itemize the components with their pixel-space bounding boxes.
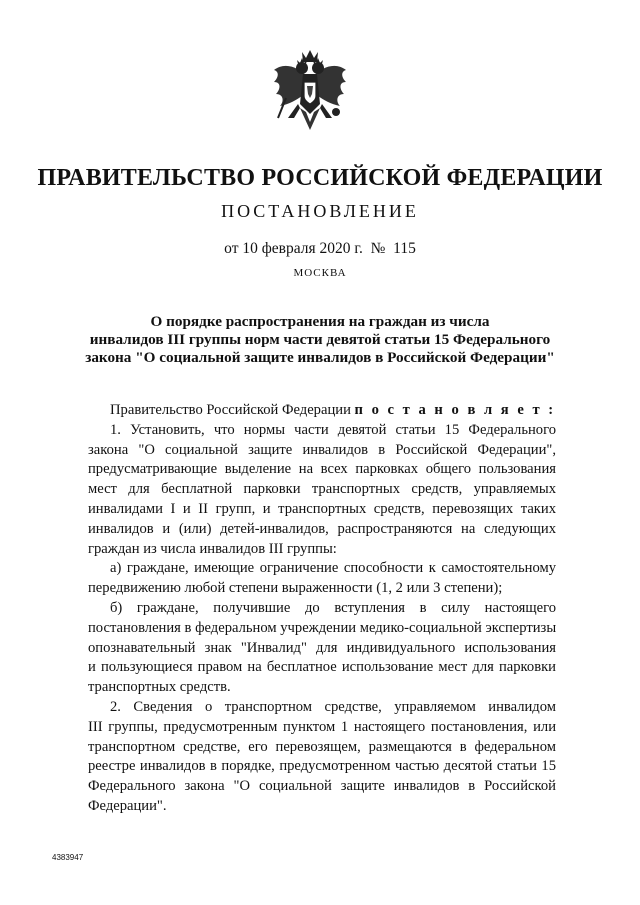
heading-line: инвалидов III группы норм части девятой статьи 15 Федерального: [89, 331, 551, 348]
subparagraph-b-line: транспортных средств.: [88, 679, 231, 696]
subparagraph-b-line: б) граждане, получившие до вступления в силу настоящего: [110, 599, 556, 616]
paragraph-2-line: Федерального закона "О социальной защите инвалидов в Российской: [88, 778, 556, 795]
paragraph-2-line: транспортном средстве, его перевозящем, размещаются в федеральном: [88, 738, 556, 755]
government-title: ПРАВИТЕЛЬСТВО РОССИЙСКОЙ ФЕДЕРАЦИИ: [37, 165, 603, 191]
city: МОСКВА: [293, 267, 347, 279]
subparagraph-b-line: постановления в федеральном учреждении медико-социальной экспертизы: [88, 619, 557, 636]
heading-line: закона "О социальной защите инвалидов в Российской Федерации": [85, 349, 555, 366]
preamble: [88, 401, 556, 421]
subparagraph-b-line: опознавательный знак "Инвалид" для индивидуального использования: [88, 639, 556, 656]
paragraph-1-line: 1. Установить, что нормы части девятой статьи 15 Федерального: [110, 421, 556, 438]
decree-number: 115: [393, 240, 416, 257]
decree-type: ПОСТАНОВЛЕНИЕ: [221, 201, 419, 221]
paragraph-2-line: реестре инвалидов в порядке, предусмотренном частью десятой статьи 15: [88, 758, 556, 775]
date-prefix: от: [224, 240, 239, 257]
document-heading: [70, 313, 570, 367]
heading-line: О порядке распространения на граждан из числа: [150, 313, 490, 330]
paragraph-2-line: Федерации".: [88, 797, 167, 814]
paragraph-1-line: инвалидов и (или) детей-инвалидов, распространяются на следующих: [88, 520, 556, 537]
date-line: [0, 240, 640, 258]
decree-date: 10 февраля 2020 г.: [242, 240, 363, 257]
paragraph-1-line: предусматривающие выделение на всех парковках общего пользования: [88, 461, 556, 478]
document-number: 4383947: [52, 853, 84, 862]
preamble-subject: Правительство Российской Федерации: [110, 402, 351, 418]
coat-of-arms-icon: [270, 48, 350, 138]
document-body: [88, 401, 556, 817]
paragraph-1-line: мест для бесплатной парковки транспортных средств, управляемых: [88, 481, 556, 498]
subparagraph-a-line: а) граждане, имеющие ограничение способности к самостоятельному: [110, 560, 556, 577]
number-sign: №: [370, 240, 386, 257]
paragraph-1-line: инвалидами I и II групп, и транспортных средств, перевозящих таких: [88, 500, 556, 517]
paragraph-1-line: закона "О социальной защите инвалидов в Российской Федерации",: [88, 441, 556, 458]
paragraph-2-line: 2. Сведения о транспортном средстве, управляемом инвалидом: [110, 698, 556, 715]
subparagraph-a-line: передвижению любой степени выраженности (1, 2 или 3 степени);: [88, 580, 503, 597]
paragraph-1-line: граждан из числа инвалидов III группы:: [88, 540, 337, 557]
paragraph-2-line: III группы, предусмотренным пунктом 1 настоящего постановления, или: [88, 718, 556, 735]
subparagraph-b-line: и пользующиеся правом на бесплатное использование мест для парковки: [88, 659, 556, 676]
preamble-verb: п о с т а н о в л я е т :: [354, 402, 556, 418]
